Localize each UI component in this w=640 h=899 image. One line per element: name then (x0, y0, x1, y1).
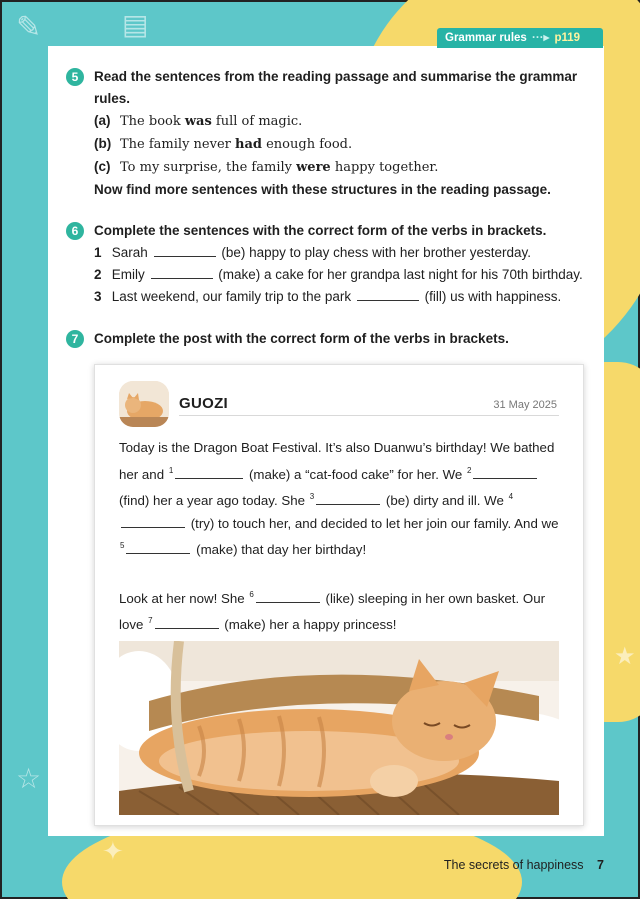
divider (179, 415, 559, 416)
social-post-card (94, 364, 584, 826)
exercise-5 (68, 66, 598, 201)
doodle-star-icon: ☆ (16, 762, 42, 795)
page-number: 7 (597, 858, 604, 872)
unit-title: The secrets of happiness (443, 858, 584, 872)
answer-blank[interactable] (155, 616, 219, 629)
post-text: (make) a “cat-food cake” for her. We (248, 466, 463, 482)
exercise-number-badge: 6 (66, 222, 84, 240)
item-label: (c) (94, 159, 111, 174)
sentence-text: enough food. (261, 137, 353, 152)
item-label: (b) (94, 136, 112, 151)
sentence-bold-verb: had (235, 137, 262, 152)
post-body (119, 437, 565, 659)
exercise-instruction: Complete the post with the correct form of the verbs in brackets. (94, 331, 509, 346)
sentence-text: The family never (120, 137, 236, 152)
exercise-instruction: Read the sentences from the reading passage and summarise the grammar rules. (94, 69, 578, 106)
sentence-text: The book (120, 114, 185, 129)
gap-number: 1 (168, 465, 174, 475)
post-text: (like) sleeping in her own basket. Our love (119, 590, 546, 632)
gap-number: 6 (249, 589, 254, 599)
item-label: (a) (94, 113, 111, 128)
post-text: (try) to touch her, and decided to let her join our family. And we (190, 515, 559, 531)
answer-blank[interactable] (126, 541, 190, 554)
sentence-text: Last weekend, our family trip to the park (111, 289, 352, 304)
sentence-text: Emily (111, 267, 145, 282)
item-label: 1 (94, 245, 102, 260)
answer-blank[interactable] (256, 590, 320, 603)
arrow-icon: ···▸ (532, 32, 550, 44)
grammar-rules-link[interactable] (437, 28, 603, 48)
answer-blank[interactable] (121, 515, 185, 528)
list-item (68, 286, 598, 308)
post-text: (make) that day her birthday! (196, 542, 367, 557)
item-label: 2 (94, 267, 102, 282)
gap-number: 3 (309, 492, 315, 501)
exercise-7 (68, 328, 598, 350)
gap-number: 4 (508, 492, 514, 501)
post-text: Look at her now! She (119, 590, 245, 606)
sentence-text: (fill) us with happiness. (424, 289, 562, 304)
item-label: 3 (94, 289, 102, 304)
post-username: GUOZI (179, 395, 228, 412)
exercise-instruction: Complete the sentences with the correct form of the verbs in brackets. (94, 223, 547, 238)
sentence-text: To my surprise, the family (120, 160, 297, 175)
list-item (68, 110, 598, 133)
list-item (68, 242, 598, 264)
post-text: (make) her a happy princess! (224, 617, 397, 632)
post-paragraph (119, 437, 565, 562)
list-item (68, 156, 598, 179)
sentence-text: (make) a cake for her grandpa last night for his 70th birthday. (218, 267, 583, 282)
sentence-text: happy together. (330, 160, 439, 175)
sentence-text: Sarah (111, 245, 148, 260)
sentence-bold-verb: was (184, 114, 212, 129)
gap-number: 2 (467, 465, 472, 475)
exercise-follow-up: Now find more sentences with these structures in the reading passage. (94, 182, 551, 197)
post-text: (be) dirty and ill. We (385, 493, 504, 508)
post-text: (find) her a year ago today. She (119, 493, 306, 508)
avatar (119, 381, 169, 427)
list-item (68, 264, 598, 286)
answer-blank[interactable] (154, 244, 216, 257)
list-item (68, 133, 598, 156)
exercise-6 (68, 220, 598, 308)
grammar-rules-label: Grammar rules (445, 32, 527, 44)
sentence-text: full of magic. (211, 114, 303, 129)
post-date: 31 May 2025 (493, 399, 557, 411)
sleeping-cat-image (119, 641, 559, 815)
grammar-page-ref: p119 (554, 32, 581, 44)
doodle-star-icon: ★ (614, 642, 636, 670)
answer-blank[interactable] (175, 466, 243, 479)
page-footer (444, 858, 604, 872)
gap-number: 5 (120, 541, 125, 550)
answer-blank[interactable] (151, 266, 213, 279)
gap-number: 7 (148, 616, 153, 625)
exercise-number-badge: 5 (66, 68, 84, 86)
cat-in-basket-photo (119, 641, 559, 815)
post-paragraph (119, 584, 565, 637)
doodle-star-icon: ✦ (102, 837, 124, 867)
cat-avatar-icon (119, 381, 169, 427)
answer-blank[interactable] (316, 492, 380, 505)
doodle-notebook-icon: ✎ (16, 10, 42, 45)
sentence-text: (be) happy to play chess with her brother yesterday. (221, 245, 531, 260)
exercise-number-badge: 7 (66, 330, 84, 348)
doodle-books-icon: ▤ (122, 8, 149, 41)
answer-blank[interactable] (357, 288, 419, 301)
answer-blank[interactable] (473, 466, 537, 479)
sentence-bold-verb: were (296, 160, 331, 175)
post-text: Today is the Dragon Boat Festival. It’s also Duanwu’s birthday! We bathed her and (119, 440, 555, 482)
